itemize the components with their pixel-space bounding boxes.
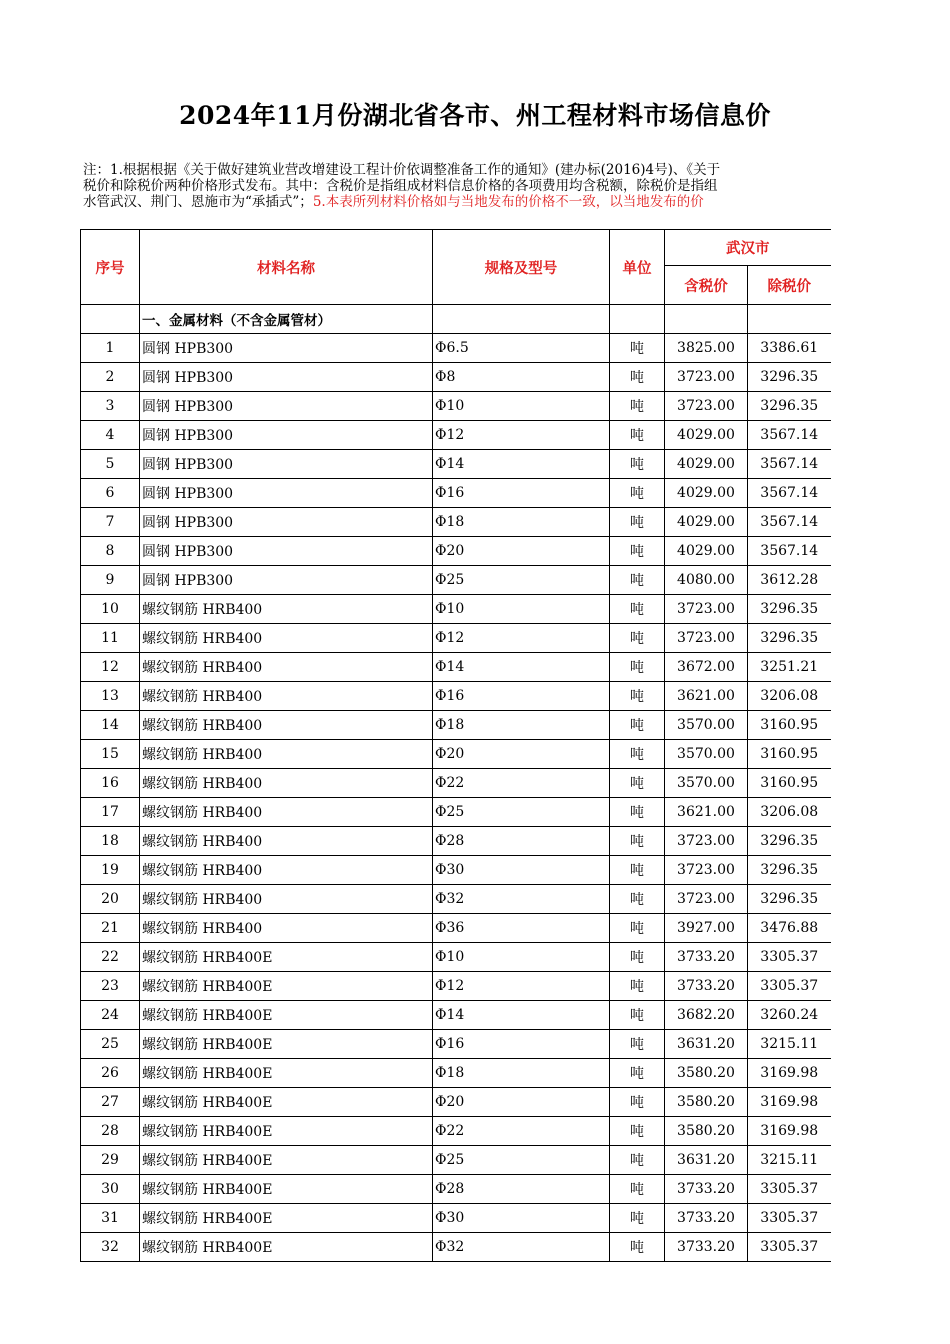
cell-spec: Φ25	[433, 1146, 610, 1175]
cell-material-name: 圆钢 HPB300	[140, 334, 433, 363]
cell-spec: Φ18	[433, 1059, 610, 1088]
cell-material-name: 螺纹钢筋 HRB400	[140, 653, 433, 682]
header-name: 材料名称	[140, 230, 433, 305]
cell-price-tax-incl: 3733.20	[665, 943, 748, 972]
cell-seq: 24	[81, 1001, 140, 1030]
table-row	[81, 885, 831, 914]
table-row	[81, 1233, 831, 1262]
cell-spec: Φ36	[433, 914, 610, 943]
cell-unit: 吨	[610, 1088, 665, 1117]
header-row-1	[81, 230, 831, 266]
cell-price-tax-excl: 3567.14	[748, 479, 831, 508]
cell-price-tax-incl: 3580.20	[665, 1088, 748, 1117]
cell-unit: 吨	[610, 769, 665, 798]
cell-unit: 吨	[610, 740, 665, 769]
cell-seq: 20	[81, 885, 140, 914]
cell-material-name: 螺纹钢筋 HRB400E	[140, 1059, 433, 1088]
table-row	[81, 1117, 831, 1146]
cell-seq: 23	[81, 972, 140, 1001]
section-seq-cell	[81, 305, 140, 334]
cell-seq: 31	[81, 1204, 140, 1233]
cell-material-name: 螺纹钢筋 HRB400E	[140, 943, 433, 972]
cell-unit: 吨	[610, 363, 665, 392]
cell-spec: Φ18	[433, 711, 610, 740]
cell-spec: Φ22	[433, 769, 610, 798]
table-row	[81, 682, 831, 711]
cell-material-name: 螺纹钢筋 HRB400E	[140, 1146, 433, 1175]
cell-seq: 18	[81, 827, 140, 856]
table-row	[81, 450, 831, 479]
cell-price-tax-excl: 3296.35	[748, 827, 831, 856]
cell-material-name: 螺纹钢筋 HRB400	[140, 885, 433, 914]
cell-material-name: 螺纹钢筋 HRB400E	[140, 972, 433, 1001]
cell-spec: Φ28	[433, 1175, 610, 1204]
cell-seq: 2	[81, 363, 140, 392]
cell-price-tax-incl: 3570.00	[665, 740, 748, 769]
cell-seq: 1	[81, 334, 140, 363]
header-seq: 序号	[81, 230, 140, 305]
cell-price-tax-incl: 3733.20	[665, 1175, 748, 1204]
cell-spec: Φ16	[433, 479, 610, 508]
cell-price-tax-incl: 3621.00	[665, 682, 748, 711]
cell-spec: Φ25	[433, 798, 610, 827]
cell-material-name: 螺纹钢筋 HRB400	[140, 856, 433, 885]
cell-spec: Φ14	[433, 653, 610, 682]
cell-unit: 吨	[610, 653, 665, 682]
header-tax-excl: 除税价	[748, 266, 831, 305]
cell-spec: Φ28	[433, 827, 610, 856]
cell-spec: Φ12	[433, 421, 610, 450]
cell-unit: 吨	[610, 624, 665, 653]
cell-price-tax-excl: 3215.11	[748, 1030, 831, 1059]
section-title: 一、金属材料（不含金属管材）	[140, 305, 433, 334]
cell-unit: 吨	[610, 1233, 665, 1262]
cell-unit: 吨	[610, 798, 665, 827]
cell-unit: 吨	[610, 1146, 665, 1175]
table-row	[81, 1175, 831, 1204]
table-row	[81, 1059, 831, 1088]
cell-price-tax-excl: 3612.28	[748, 566, 831, 595]
cell-spec: Φ10	[433, 595, 610, 624]
table-row	[81, 1088, 831, 1117]
cell-spec: Φ30	[433, 1204, 610, 1233]
header-unit: 单位	[610, 230, 665, 305]
cell-spec: Φ22	[433, 1117, 610, 1146]
cell-spec: Φ10	[433, 943, 610, 972]
cell-seq: 11	[81, 624, 140, 653]
table-row	[81, 392, 831, 421]
cell-price-tax-excl: 3169.98	[748, 1088, 831, 1117]
cell-material-name: 螺纹钢筋 HRB400E	[140, 1088, 433, 1117]
cell-seq: 17	[81, 798, 140, 827]
cell-seq: 13	[81, 682, 140, 711]
table-row	[81, 363, 831, 392]
cell-price-tax-excl: 3567.14	[748, 537, 831, 566]
cell-spec: Φ16	[433, 682, 610, 711]
cell-price-tax-excl: 3386.61	[748, 334, 831, 363]
cell-seq: 6	[81, 479, 140, 508]
cell-price-tax-incl: 3733.20	[665, 1233, 748, 1262]
cell-price-tax-excl: 3296.35	[748, 392, 831, 421]
cell-seq: 32	[81, 1233, 140, 1262]
cell-spec: Φ12	[433, 972, 610, 1001]
note-line-3-black: 水管武汉、荆门、恩施市为“承插式”；	[83, 194, 313, 210]
cell-price-tax-incl: 3723.00	[665, 392, 748, 421]
cell-seq: 29	[81, 1146, 140, 1175]
cell-spec: Φ12	[433, 624, 610, 653]
cell-price-tax-incl: 4029.00	[665, 421, 748, 450]
table-row	[81, 595, 831, 624]
cell-unit: 吨	[610, 421, 665, 450]
price-table	[80, 229, 831, 1262]
cell-material-name: 螺纹钢筋 HRB400	[140, 711, 433, 740]
cell-price-tax-incl: 3723.00	[665, 856, 748, 885]
cell-material-name: 螺纹钢筋 HRB400	[140, 595, 433, 624]
cell-price-tax-excl: 3567.14	[748, 421, 831, 450]
cell-unit: 吨	[610, 450, 665, 479]
cell-material-name: 螺纹钢筋 HRB400	[140, 798, 433, 827]
cell-seq: 30	[81, 1175, 140, 1204]
cell-unit: 吨	[610, 508, 665, 537]
cell-price-tax-excl: 3305.37	[748, 972, 831, 1001]
cell-price-tax-incl: 4029.00	[665, 479, 748, 508]
cell-seq: 16	[81, 769, 140, 798]
cell-price-tax-incl: 4080.00	[665, 566, 748, 595]
cell-spec: Φ25	[433, 566, 610, 595]
cell-seq: 3	[81, 392, 140, 421]
cell-seq: 9	[81, 566, 140, 595]
cell-price-tax-incl: 3621.00	[665, 798, 748, 827]
cell-material-name: 圆钢 HPB300	[140, 450, 433, 479]
cell-spec: Φ14	[433, 1001, 610, 1030]
cell-spec: Φ32	[433, 1233, 610, 1262]
cell-price-tax-excl: 3296.35	[748, 624, 831, 653]
table-row	[81, 566, 831, 595]
table-row	[81, 1146, 831, 1175]
cell-material-name: 圆钢 HPB300	[140, 392, 433, 421]
cell-price-tax-incl: 3723.00	[665, 827, 748, 856]
table-row	[81, 537, 831, 566]
table-row	[81, 943, 831, 972]
table-row	[81, 972, 831, 1001]
cell-seq: 7	[81, 508, 140, 537]
cell-price-tax-excl: 3169.98	[748, 1117, 831, 1146]
cell-unit: 吨	[610, 914, 665, 943]
cell-seq: 25	[81, 1030, 140, 1059]
cell-price-tax-incl: 3631.20	[665, 1030, 748, 1059]
cell-unit: 吨	[610, 537, 665, 566]
cell-price-tax-excl: 3305.37	[748, 1204, 831, 1233]
cell-price-tax-excl: 3305.37	[748, 1233, 831, 1262]
cell-unit: 吨	[610, 885, 665, 914]
cell-price-tax-incl: 3631.20	[665, 1146, 748, 1175]
cell-price-tax-excl: 3251.21	[748, 653, 831, 682]
cell-spec: Φ8	[433, 363, 610, 392]
cell-seq: 26	[81, 1059, 140, 1088]
cell-unit: 吨	[610, 566, 665, 595]
cell-price-tax-excl: 3206.08	[748, 682, 831, 711]
cell-spec: Φ16	[433, 1030, 610, 1059]
cell-seq: 27	[81, 1088, 140, 1117]
cell-price-tax-incl: 3733.20	[665, 972, 748, 1001]
cell-price-tax-excl: 3296.35	[748, 885, 831, 914]
cell-price-tax-excl: 3169.98	[748, 1059, 831, 1088]
cell-material-name: 圆钢 HPB300	[140, 566, 433, 595]
cell-unit: 吨	[610, 479, 665, 508]
table-row	[81, 1001, 831, 1030]
table-row	[81, 479, 831, 508]
cell-price-tax-excl: 3160.95	[748, 711, 831, 740]
cell-unit: 吨	[610, 1204, 665, 1233]
cell-seq: 28	[81, 1117, 140, 1146]
cell-material-name: 螺纹钢筋 HRB400E	[140, 1233, 433, 1262]
cell-spec: Φ20	[433, 740, 610, 769]
table-row	[81, 334, 831, 363]
table-row	[81, 421, 831, 450]
cell-material-name: 螺纹钢筋 HRB400E	[140, 1030, 433, 1059]
cell-spec: Φ14	[433, 450, 610, 479]
cell-seq: 5	[81, 450, 140, 479]
cell-seq: 19	[81, 856, 140, 885]
cell-seq: 22	[81, 943, 140, 972]
cell-unit: 吨	[610, 972, 665, 1001]
section-spec-cell	[433, 305, 610, 334]
cell-price-tax-incl: 3825.00	[665, 334, 748, 363]
cell-spec: Φ20	[433, 1088, 610, 1117]
cell-price-tax-incl: 4029.00	[665, 537, 748, 566]
cell-price-tax-incl: 3672.00	[665, 653, 748, 682]
cell-price-tax-incl: 3580.20	[665, 1117, 748, 1146]
table-row	[81, 740, 831, 769]
cell-seq: 4	[81, 421, 140, 450]
cell-price-tax-excl: 3305.37	[748, 1175, 831, 1204]
cell-price-tax-excl: 3296.35	[748, 595, 831, 624]
cell-price-tax-incl: 3723.00	[665, 624, 748, 653]
header-city-wuhan: 武汉市	[665, 230, 831, 266]
table-row	[81, 653, 831, 682]
cell-price-tax-excl: 3305.37	[748, 943, 831, 972]
cell-price-tax-excl: 3567.14	[748, 450, 831, 479]
cell-seq: 12	[81, 653, 140, 682]
cell-unit: 吨	[610, 711, 665, 740]
section-row	[81, 305, 831, 334]
cell-price-tax-incl: 3580.20	[665, 1059, 748, 1088]
cell-material-name: 螺纹钢筋 HRB400E	[140, 1001, 433, 1030]
cell-material-name: 圆钢 HPB300	[140, 508, 433, 537]
cell-unit: 吨	[610, 1030, 665, 1059]
header-tax-incl: 含税价	[665, 266, 748, 305]
header-spec: 规格及型号	[433, 230, 610, 305]
cell-price-tax-incl: 3723.00	[665, 363, 748, 392]
table-row	[81, 711, 831, 740]
cell-price-tax-incl: 4029.00	[665, 508, 748, 537]
table-row	[81, 827, 831, 856]
cell-unit: 吨	[610, 392, 665, 421]
cell-material-name: 螺纹钢筋 HRB400	[140, 769, 433, 798]
cell-price-tax-excl: 3215.11	[748, 1146, 831, 1175]
cell-material-name: 螺纹钢筋 HRB400E	[140, 1175, 433, 1204]
table-row	[81, 1204, 831, 1233]
cell-price-tax-excl: 3296.35	[748, 856, 831, 885]
cell-unit: 吨	[610, 1059, 665, 1088]
cell-price-tax-incl: 3682.20	[665, 1001, 748, 1030]
table-row	[81, 1030, 831, 1059]
cell-material-name: 圆钢 HPB300	[140, 537, 433, 566]
cell-material-name: 螺纹钢筋 HRB400	[140, 740, 433, 769]
cell-unit: 吨	[610, 1117, 665, 1146]
note-line-2: 税价和除税价两种价格形式发布。其中：含税价是指组成材料信息价格的各项费用均含税额，除税价是指组	[83, 178, 718, 194]
cell-material-name: 圆钢 HPB300	[140, 421, 433, 450]
cell-material-name: 螺纹钢筋 HRB400E	[140, 1117, 433, 1146]
cell-unit: 吨	[610, 334, 665, 363]
cell-seq: 21	[81, 914, 140, 943]
cell-price-tax-incl: 3733.20	[665, 1204, 748, 1233]
cell-seq: 14	[81, 711, 140, 740]
table-row	[81, 914, 831, 943]
cell-price-tax-excl: 3476.88	[748, 914, 831, 943]
section-unit-cell	[610, 305, 665, 334]
cell-price-tax-incl: 3570.00	[665, 769, 748, 798]
cell-material-name: 螺纹钢筋 HRB400	[140, 827, 433, 856]
note-line-3-red: 5.本表所列材料价格如与当地发布的价格不一致，以当地发布的价	[312, 194, 704, 210]
page-title: 2024年11月份湖北省各市、州工程材料市场信息价	[179, 101, 771, 130]
cell-price-tax-incl: 3723.00	[665, 595, 748, 624]
cell-unit: 吨	[610, 1175, 665, 1204]
table-row	[81, 769, 831, 798]
cell-material-name: 螺纹钢筋 HRB400	[140, 624, 433, 653]
cell-price-tax-incl: 3723.00	[665, 885, 748, 914]
cell-spec: Φ30	[433, 856, 610, 885]
section-excl-cell	[748, 305, 831, 334]
cell-price-tax-incl: 3927.00	[665, 914, 748, 943]
cell-unit: 吨	[610, 1001, 665, 1030]
table-row	[81, 508, 831, 537]
cell-material-name: 螺纹钢筋 HRB400	[140, 682, 433, 711]
cell-spec: Φ32	[433, 885, 610, 914]
cell-unit: 吨	[610, 682, 665, 711]
cell-spec: Φ20	[433, 537, 610, 566]
cell-price-tax-excl: 3206.08	[748, 798, 831, 827]
table-row	[81, 798, 831, 827]
cell-seq: 8	[81, 537, 140, 566]
cell-price-tax-excl: 3260.24	[748, 1001, 831, 1030]
note-line-1: 注：1.根据根据《关于做好建筑业营改增建设工程计价依调整准备工作的通知》(建办标(2016)4号)、《关于	[83, 162, 721, 178]
cell-spec: Φ6.5	[433, 334, 610, 363]
section-incl-cell	[665, 305, 748, 334]
cell-price-tax-excl: 3160.95	[748, 769, 831, 798]
cell-price-tax-excl: 3567.14	[748, 508, 831, 537]
cell-seq: 15	[81, 740, 140, 769]
note-line-3	[83, 194, 831, 210]
cell-material-name: 圆钢 HPB300	[140, 479, 433, 508]
cell-unit: 吨	[610, 827, 665, 856]
cell-unit: 吨	[610, 595, 665, 624]
cell-unit: 吨	[610, 856, 665, 885]
cell-spec: Φ18	[433, 508, 610, 537]
cell-price-tax-excl: 3160.95	[748, 740, 831, 769]
cell-material-name: 圆钢 HPB300	[140, 363, 433, 392]
cell-price-tax-incl: 4029.00	[665, 450, 748, 479]
cell-material-name: 螺纹钢筋 HRB400	[140, 914, 433, 943]
cell-price-tax-excl: 3296.35	[748, 363, 831, 392]
cell-material-name: 螺纹钢筋 HRB400E	[140, 1204, 433, 1233]
table-row	[81, 624, 831, 653]
cell-unit: 吨	[610, 943, 665, 972]
cell-seq: 10	[81, 595, 140, 624]
cell-price-tax-incl: 3570.00	[665, 711, 748, 740]
cell-spec: Φ10	[433, 392, 610, 421]
table-row	[81, 856, 831, 885]
